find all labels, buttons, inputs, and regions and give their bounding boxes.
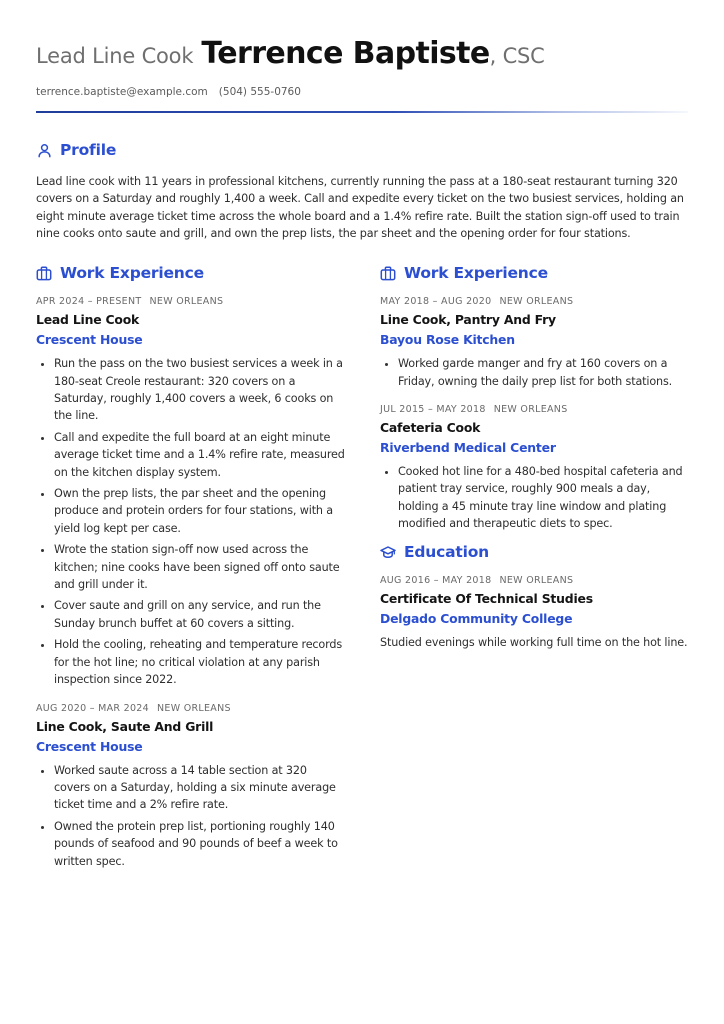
- left-column: [36, 262, 346, 874]
- education-dates: AUG 2016 – MAY 2018: [380, 574, 492, 586]
- bullet-item: • Worked garde manger and fry at 160 covers on a Friday, owning the daily prep list for both stations.: [398, 355, 688, 390]
- work-experience-label: Work Experience: [60, 264, 204, 283]
- job-dates: APR 2024 – PRESENT: [36, 296, 142, 308]
- work-experience-label: Work Experience: [404, 264, 548, 283]
- job-location: NEW ORLEANS: [149, 296, 224, 308]
- credential: , CSC: [489, 44, 545, 68]
- work-experience-heading-left: [36, 262, 346, 284]
- education-heading: Education: [404, 542, 489, 561]
- education-note: Studied evenings while working full time on the hot line.: [380, 635, 688, 649]
- header-divider: [36, 111, 688, 113]
- education-location: NEW ORLEANS: [499, 574, 574, 586]
- job-title: Lead Line Cook: [36, 312, 140, 328]
- briefcase-icon: [36, 265, 52, 281]
- profile-heading: Profile: [60, 141, 117, 159]
- job-entry: [36, 296, 346, 688]
- company-name: Riverbend Medical Center: [380, 440, 556, 455]
- person-icon: [36, 142, 52, 158]
- job-entry: [36, 703, 346, 870]
- bullet-item: • Owned the protein prep list, portioning roughly 140 pounds of seafood and 90 pounds of beef a week to written spec.: [54, 818, 346, 870]
- bullet-item: • Wrote the station sign-off now used across the kitchen; nine cooks have been signed off onto saute and grill under it.: [54, 541, 346, 593]
- job-location: NEW ORLEANS: [499, 296, 574, 308]
- job-location: NEW ORLEANS: [157, 702, 231, 714]
- job-dates: MAY 2018 – AUG 2020: [380, 296, 492, 308]
- job-bullets: [380, 355, 688, 390]
- education-section-heading: [380, 541, 688, 563]
- job-meta: [380, 296, 688, 307]
- degree-title: Certificate Of Technical Studies: [380, 590, 593, 606]
- bullet-item: • Hold the cooling, reheating and temperature records for the hot line; no critical violation at any parish inspection since 2022.: [54, 636, 346, 688]
- company-name: Crescent House: [36, 738, 143, 754]
- job-title: Line Cook, Pantry And Fry: [380, 312, 556, 328]
- profile-section-heading: [36, 139, 688, 161]
- resume-header: [36, 34, 688, 78]
- job-title: Cafeteria Cook: [380, 420, 481, 435]
- job-location: NEW ORLEANS: [493, 404, 568, 415]
- job-entry: [380, 404, 688, 533]
- job-bullets: [36, 762, 346, 870]
- phone-number: (504) 555-0760: [218, 86, 301, 98]
- education-meta: [380, 575, 688, 586]
- job-bullets: [380, 463, 688, 533]
- company-name: Crescent House: [36, 332, 143, 348]
- right-column: [380, 262, 688, 874]
- bullet-item: • Cover saute and grill on any service, and run the Sunday brunch buffet at 60 covers a sitting.: [54, 597, 346, 632]
- profile-summary: Lead line cook with 11 years in professional kitchens, currently running the pass at a 180-seat restaurant turning 320 covers on a Saturday and roughly 1,400 a week. Call and expedite every ticket on the two busiest services, holding an eight minute average ticket time across the whole board and a 1.4% refire rate. Built the station sign-off used to train nine cooks onto saute and grill, and own the prep lists, the par sheet and the opening order for four stations.: [36, 175, 684, 240]
- school-name: Delgado Community College: [380, 610, 573, 626]
- job-meta: [36, 296, 346, 307]
- bullet-item: • Worked saute across a 14 table section at 320 covers on a Saturday, holding a six minute average ticket time and a 2% refire rate.: [54, 762, 346, 814]
- bullet-item: • Cooked hot line for a 480-bed hospital cafeteria and patient tray service, roughly 900 meals a day, holding a 45 minute tray line window and plating modified and therapeutic diets to spec.: [398, 463, 688, 533]
- job-meta: [380, 404, 688, 415]
- resume-page: [36, 34, 688, 874]
- bullet-item: • Call and expedite the full board at an eight minute average ticket time and a 1.4% refire rate, measured on the kitchen display system.: [54, 429, 346, 481]
- two-column-body: [36, 262, 688, 874]
- bullet-item: • Run the pass on the two busiest services a week in a 180-seat Creole restaurant: 320 covers on a Saturday, roughly 1,400 covers a week, 6 cooks on the line.: [54, 355, 346, 425]
- job-bullets: [36, 355, 346, 688]
- graduation-cap-icon: [380, 544, 396, 560]
- work-experience-heading-right: [380, 262, 688, 284]
- candidate-name: Terrence Baptiste: [201, 36, 490, 71]
- briefcase-icon: [380, 265, 396, 281]
- job-title: Line Cook, Saute And Grill: [36, 718, 214, 734]
- job-entry: [380, 296, 688, 390]
- email-link[interactable]: terrence.baptiste@example.com: [36, 86, 208, 98]
- job-dates: AUG 2020 – MAR 2024: [36, 702, 149, 714]
- company-name: Bayou Rose Kitchen: [380, 332, 515, 348]
- job-dates: JUL 2015 – MAY 2018: [380, 404, 486, 415]
- job-title-heading: Lead Line Cook: [36, 44, 194, 68]
- contact-line: [36, 86, 688, 98]
- education-entry: [380, 575, 688, 651]
- job-meta: [36, 703, 346, 714]
- bullet-item: • Own the prep lists, the par sheet and the opening produce and protein orders for four stations, with a yield log kept per case.: [54, 485, 346, 537]
